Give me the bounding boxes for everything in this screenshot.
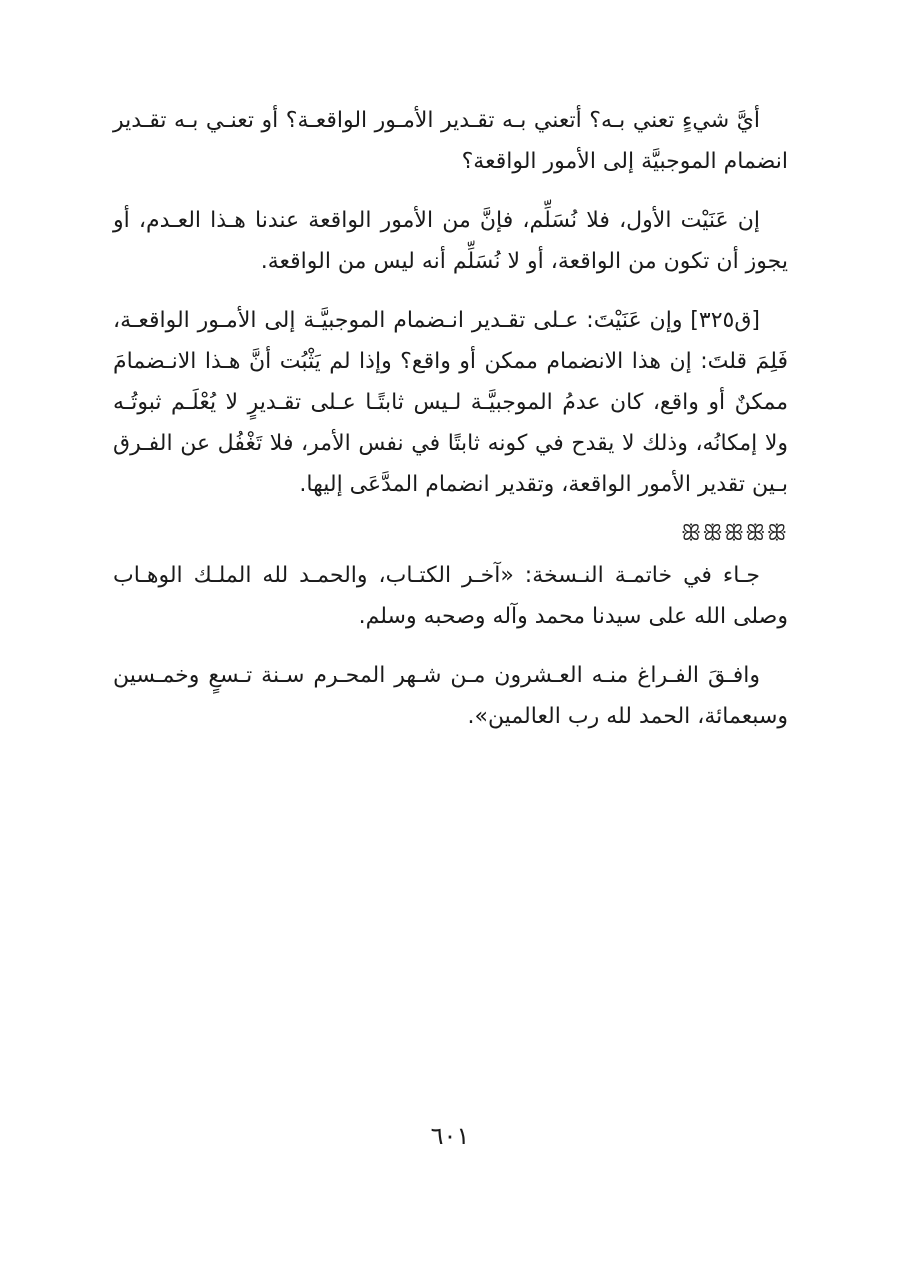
section-ornament: ꕥꕥꕥꕥꕥ xyxy=(680,521,788,546)
paragraph-2: إن عَنَيْت الأول، فلا نُسَلِّم، فإنَّ من الأمور الواقعة عندنا هـذا العـدم، أو يجوز أن تكون من الواقعة، أو لا نُسَلِّم أنه ليس من الواقعة. xyxy=(113,208,788,274)
main-text xyxy=(113,100,788,755)
colophon-paragraph-1: جـاء في خاتمـة النـسخة: «آخـر الكتـاب، والحمـد لله الملـك الوهـاب وصلى الله على سيدنا محمد وآله وصحبه وسلم. xyxy=(113,563,788,629)
paragraph-1: أيَّ شيءٍ تعني بـه؟ أتعني بـه تقـدير الأمـور الواقعـة؟ أو تعنـي بـه تقـدير انضمام الموجبيَّة إلى الأمور الواقعة؟ xyxy=(113,108,788,174)
paragraph-3: [ق٣٢٥] وإن عَنَيْتَ: عـلى تقـدير انـضمام الموجبيَّـة إلى الأمـور الواقعـة، فَلِمَ قلتَ: إن هذا الانضمام ممكن أو واقع؟ وإذا لم يَثْبُت أنَّ هـذا الانـضمامَ ممكنٌ أو واقع، كان عدمُ الموجبيَّـة لـيس ثابتًـا عـلى تقـديرٍ لا يُعْلَـم ثبوتُـه ولا إمكانُه، وذلك لا يقدح في كونه ثابتًا في نفس الأمر، فلا تَغْفُل عن الفـرق بـين تقدير الأمور الواقعة، وتقدير انضمام المدَّعَى إليها. xyxy=(113,308,788,497)
page-number: ٦٠١ xyxy=(430,1122,470,1150)
colophon-paragraph-2: وافـقَ الفـراغ منـه العـشرون مـن شـهر المحـرم سـنة تـسعٍ وخمـسين وسبعمائة، الحمد لله رب العالمين». xyxy=(113,663,788,729)
